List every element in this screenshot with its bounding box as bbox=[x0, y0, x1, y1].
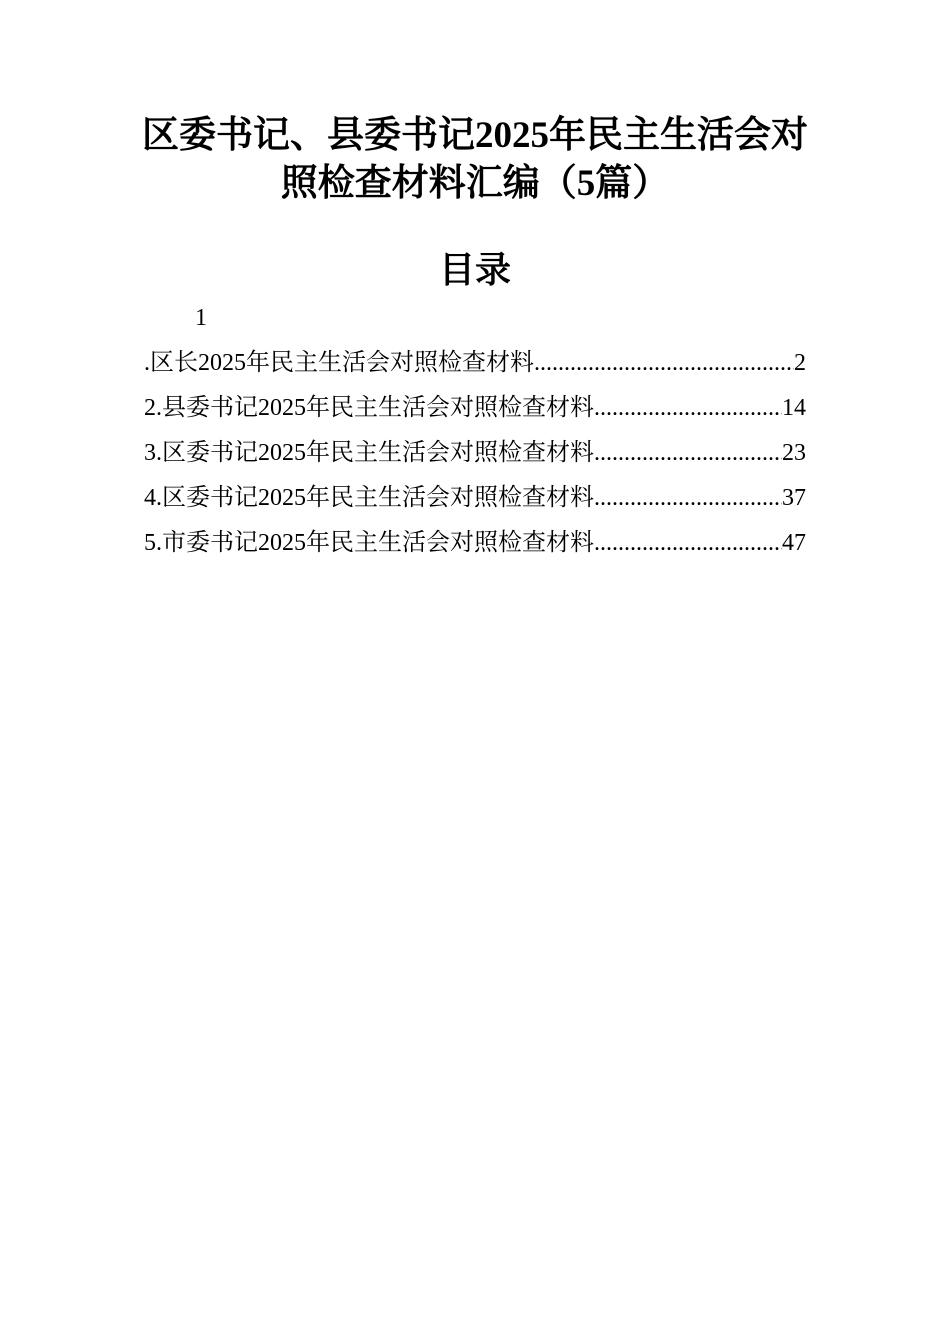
document-title bbox=[130, 112, 820, 208]
toc-entry-page: 2 bbox=[794, 350, 806, 376]
toc-dot-leader bbox=[594, 390, 782, 426]
toc-entry[interactable] bbox=[144, 525, 806, 570]
toc-entry[interactable] bbox=[144, 480, 806, 525]
title-line-1: 区委书记、县委书记2025年民主生活会对 bbox=[142, 115, 808, 156]
toc-entry-label: 3.区委书记2025年民主生活会对照检查材料 bbox=[144, 440, 594, 466]
toc-entry-label: .区长2025年民主生活会对照检查材料 bbox=[144, 350, 534, 376]
toc-dot-leader bbox=[594, 525, 782, 561]
toc-entry[interactable] bbox=[144, 345, 806, 390]
toc-entry-label: 5.市委书记2025年民主生活会对照检查材料 bbox=[144, 530, 594, 556]
toc-dot-leader bbox=[534, 345, 794, 381]
toc-dot-leader bbox=[594, 435, 782, 471]
toc-entry-label: 2.县委书记2025年民主生活会对照检查材料 bbox=[144, 395, 594, 421]
toc-dot-leader bbox=[594, 480, 782, 516]
toc-entry-page: 14 bbox=[782, 395, 806, 421]
table-of-contents bbox=[144, 345, 806, 570]
toc-heading: 目录 bbox=[438, 250, 511, 290]
toc-stray-number: 1 bbox=[195, 305, 207, 331]
toc-entry-page: 23 bbox=[782, 440, 806, 466]
toc-entry[interactable] bbox=[144, 435, 806, 480]
toc-entry-page: 37 bbox=[782, 485, 806, 511]
toc-entry[interactable] bbox=[144, 390, 806, 435]
toc-entry-page: 47 bbox=[782, 530, 806, 556]
toc-entry-label: 4.区委书记2025年民主生活会对照检查材料 bbox=[144, 485, 594, 511]
title-line-2: 照检查材料汇编（5篇） bbox=[280, 163, 670, 204]
